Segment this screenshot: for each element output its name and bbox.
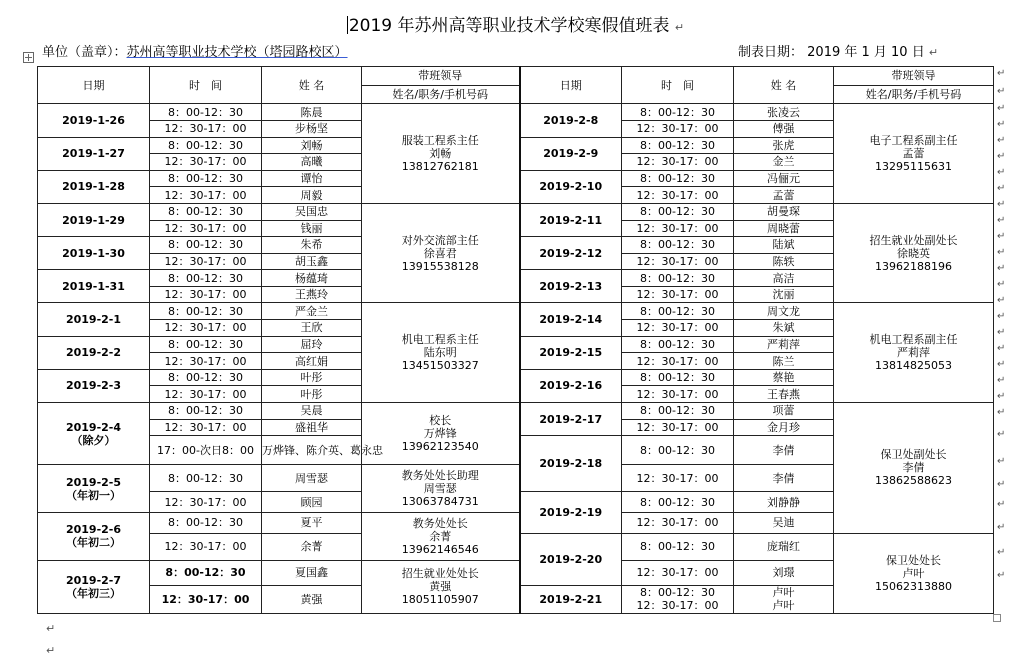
paragraph-mark: ↵	[997, 199, 1006, 210]
name-cell: 吴晨	[262, 403, 362, 420]
time-cell: 17：00-次日8：00	[150, 436, 262, 465]
name-cell	[734, 585, 834, 613]
time-cell: 8：00-12：30	[150, 303, 262, 320]
leader-title: 电子工程系副主任	[869, 134, 958, 148]
name-cell: 杨蕴琦	[262, 270, 362, 287]
leader-title: 机电工程系主任	[401, 333, 479, 347]
time-cell: 12：30-17：00	[150, 386, 262, 403]
time-cell: 12：30-17：00	[150, 187, 262, 204]
paragraph-mark: ↵	[997, 407, 1006, 418]
leader-cell	[362, 465, 520, 513]
leader-phone: 13063784731	[401, 495, 479, 509]
header-time: 时 间	[622, 67, 734, 104]
time-cell: 8：00-12：30	[622, 170, 734, 187]
time-cell: 12：30-17：00	[622, 513, 734, 534]
leader-cell	[834, 203, 994, 303]
date-text: 2019-2-20	[539, 552, 603, 566]
paragraph-mark: ↵	[997, 522, 1006, 533]
time-text: 8：00-12：30	[640, 586, 715, 600]
leader-cell	[834, 533, 994, 613]
name-cell: 吴迪	[734, 513, 834, 534]
paragraph-mark: ↵	[997, 183, 1006, 194]
date-text: 2019-2-15	[539, 346, 603, 360]
table-row	[38, 303, 994, 320]
date-text: 2019-2-11	[539, 213, 603, 227]
leader-title: 服装工程系主任	[401, 134, 479, 148]
time-cell: 12：30-17：00	[622, 286, 734, 303]
paragraph-mark: ↵	[997, 135, 1006, 146]
time-cell: 12：30-17：00	[150, 353, 262, 370]
header-name: 姓 名	[262, 67, 362, 104]
date-cell	[520, 203, 622, 236]
time-cell: 8：00-12：30	[150, 104, 262, 121]
time-cell: 12：30-17：00	[622, 353, 734, 370]
name-cell: 余菁	[262, 533, 362, 560]
leader-name: 严莉萍	[897, 346, 930, 360]
date-text: 2019-2-6	[65, 523, 122, 537]
date-cell	[520, 403, 622, 436]
time-cell: 8：00-12：30	[150, 137, 262, 154]
time-cell: 8：00-12：30	[150, 560, 262, 585]
date-text: 2019-2-9	[543, 147, 599, 161]
date-text: 2019-2-19	[539, 506, 603, 520]
name-cell: 王春燕	[734, 386, 834, 403]
date-cell	[38, 170, 150, 203]
leader-phone: 13812762181	[401, 160, 479, 174]
leader-name: 周雪瑟	[423, 482, 457, 496]
table-resize-handle-icon[interactable]	[993, 614, 1001, 622]
paragraph-mark: ↵	[997, 547, 1006, 558]
paragraph-mark: ↵	[997, 279, 1006, 290]
leader-phone: 13451503327	[401, 359, 479, 373]
date-line	[738, 44, 938, 62]
time-cell: 8：00-12：30	[150, 270, 262, 287]
name-cell: 周文龙	[734, 303, 834, 320]
paragraph-mark: ↵	[997, 479, 1006, 490]
paragraph-mark: ↵	[997, 68, 1006, 79]
time-cell: 8：00-12：30	[622, 336, 734, 353]
name-cell: 夏国鑫	[262, 560, 362, 585]
leader-title: 保卫处副处长	[880, 448, 947, 462]
date-text: 2019-2-17	[539, 412, 603, 426]
name-cell: 叶彤	[262, 369, 362, 386]
header-row	[38, 67, 994, 86]
time-cell: 12：30-17：00	[622, 465, 734, 492]
header-time: 时 间	[150, 67, 262, 104]
date-cell	[520, 585, 622, 613]
paragraph-mark: ↵	[997, 86, 1006, 97]
date-text: 2019-2-1	[65, 313, 122, 327]
leader-name: 徐晓英	[897, 246, 930, 260]
name-cell: 傅强	[734, 120, 834, 137]
leader-cell	[362, 203, 520, 303]
time-cell: 12：30-17：00	[150, 154, 262, 171]
name-cell: 金月珍	[734, 419, 834, 436]
time-cell: 12：30-17：00	[622, 220, 734, 237]
leader-cell	[362, 104, 520, 204]
date-cell	[38, 104, 150, 137]
time-cell: 12：30-17：00	[622, 154, 734, 171]
name-cell: 屈玲	[262, 336, 362, 353]
paragraph-mark: ↵	[997, 167, 1006, 178]
date-text: 2019-2-21	[539, 592, 603, 606]
time-cell: 8：00-12：30	[150, 513, 262, 534]
name-cell: 王燕玲	[262, 286, 362, 303]
name-cell: 黄强	[262, 585, 362, 613]
time-cell: 12：30-17：00	[150, 492, 262, 513]
date-text: 2019-2-10	[539, 180, 603, 194]
date-text: 2019-1-28	[62, 180, 125, 194]
time-cell: 8：00-12：30	[622, 492, 734, 513]
name-cell: 高曦	[262, 154, 362, 171]
time-cell: 12：30-17：00	[150, 320, 262, 337]
table-row	[38, 203, 994, 220]
paragraph-mark: ↵	[997, 343, 1006, 354]
leader-name: 李倩	[902, 461, 925, 475]
name-cell: 陈轶	[734, 253, 834, 270]
leader-name: 黄强	[429, 580, 452, 594]
paragraph-mark: ↵	[928, 46, 939, 59]
name-cell: 金兰	[734, 154, 834, 171]
name-cell: 严金兰	[262, 303, 362, 320]
date-text: 2019-2-5	[65, 475, 122, 489]
name-cell: 胡玉鑫	[262, 253, 362, 270]
name-cell: 王欣	[262, 320, 362, 337]
leader-phone: 13915538128	[401, 259, 479, 273]
date-text: 2019-2-7	[65, 573, 122, 587]
name-cell: 朱希	[262, 237, 362, 254]
time-cell: 8：00-12：30	[150, 336, 262, 353]
name-cell: 胡曼琛	[734, 203, 834, 220]
leader-title: 保卫处处长	[886, 553, 941, 567]
name-cell: 刘静静	[734, 492, 834, 513]
paragraph-mark: ↵	[997, 295, 1006, 306]
header-leader-sub: 姓名/职务/手机号码	[362, 85, 520, 104]
paragraph-mark: ↵	[997, 231, 1006, 242]
name-cell: 周毅	[262, 187, 362, 204]
name-cell: 冯俪元	[734, 170, 834, 187]
date-cell	[38, 465, 150, 513]
time-cell: 8：00-12：30	[622, 533, 734, 560]
leader-phone: 13814825053	[875, 359, 952, 373]
date-cell	[520, 270, 622, 303]
time-cell: 8：00-12：30	[622, 137, 734, 154]
date-text: 2019-2-16	[539, 379, 603, 393]
date-text: 2019-1-26	[62, 113, 125, 127]
name-cell: 张凌云	[734, 104, 834, 121]
name-cell: 叶彤	[262, 386, 362, 403]
time-cell: 8：00-12：30	[622, 436, 734, 465]
time-cell: 8：00-12：30	[622, 303, 734, 320]
paragraph-mark: ↵	[674, 21, 685, 34]
name-cell: 蔡艳	[734, 369, 834, 386]
date-text: 2019-2-4	[65, 420, 122, 434]
paragraph-mark: ↵	[997, 499, 1006, 510]
header-date: 日期	[520, 67, 622, 104]
paragraph-mark: ↵	[997, 311, 1006, 322]
date-cell	[520, 137, 622, 170]
leader-cell	[362, 560, 520, 613]
name-cell: 吴国忠	[262, 203, 362, 220]
name-cell: 谭怡	[262, 170, 362, 187]
name-cell: 陆斌	[734, 237, 834, 254]
leader-name: 余菁	[429, 529, 452, 543]
date-text: 2019-2-3	[65, 379, 122, 393]
header-leader-sub: 姓名/职务/手机号码	[834, 85, 994, 104]
leader-title: 对外交流部主任	[401, 233, 479, 247]
time-cell: 8：00-12：30	[150, 465, 262, 492]
paragraph-mark: ↵	[997, 375, 1006, 386]
name-cell: 顾园	[262, 492, 362, 513]
name-cell: 李倩	[734, 436, 834, 465]
name-cell: 万烨锋、陈介英、葛永忠	[262, 436, 362, 465]
name-cell: 夏平	[262, 513, 362, 534]
text-cursor	[347, 16, 348, 34]
time-cell: 12：30-17：00	[622, 419, 734, 436]
leader-name: 刘畅	[429, 147, 452, 161]
name-cell: 刘畅	[262, 137, 362, 154]
name-cell: 项蕾	[734, 403, 834, 420]
name-cell: 钱丽	[262, 220, 362, 237]
paragraph-mark: ↵	[997, 247, 1006, 258]
date-cell	[520, 369, 622, 402]
time-cell: 8：00-12：30	[622, 203, 734, 220]
paragraph-mark: ↵	[46, 622, 56, 635]
leader-title: 招生就业处处长	[401, 567, 479, 581]
date-text: 2019-1-27	[62, 147, 125, 161]
leader-name: 陆东明	[423, 346, 457, 360]
paragraph-mark: ↵	[997, 327, 1006, 338]
time-cell: 12：30-17：00	[150, 533, 262, 560]
paragraph-mark: ↵	[997, 391, 1006, 402]
time-text: 12：30-17：00	[636, 599, 719, 613]
name-cell: 盛祖华	[262, 419, 362, 436]
date-cell	[38, 560, 150, 613]
name-cell: 步杨坚	[262, 120, 362, 137]
date-cell	[520, 336, 622, 369]
time-cell: 12：30-17：00	[150, 286, 262, 303]
date-text: 2019-2-8	[543, 113, 599, 127]
date-cell	[520, 436, 622, 492]
leader-cell	[834, 104, 994, 204]
leader-name: 卢叶	[902, 566, 925, 580]
date-text: 2019-2-13	[539, 279, 603, 293]
date-text: 2019-2-18	[539, 457, 603, 471]
time-cell: 8：00-12：30	[622, 403, 734, 420]
date-text: 2019-2-12	[539, 246, 603, 260]
name-cell: 周雪瑟	[262, 465, 362, 492]
time-cell: 12：30-17：00	[622, 386, 734, 403]
date-cell	[38, 270, 150, 303]
leader-title: 教务处处长助理	[401, 469, 479, 483]
time-cell: 8：00-12：30	[150, 203, 262, 220]
time-cell: 12：30-17：00	[150, 220, 262, 237]
time-cell: 8：00-12：30	[622, 270, 734, 287]
leader-cell	[362, 303, 520, 403]
date-cell	[38, 369, 150, 402]
leader-title: 招生就业处副处长	[869, 233, 958, 247]
leader-name: 孟蕾	[902, 147, 925, 161]
name-cell: 刘璟	[734, 560, 834, 585]
time-cell: 12：30-17：00	[150, 120, 262, 137]
leader-cell	[834, 403, 994, 534]
time-cell: 8：00-12：30	[150, 369, 262, 386]
unit-value: 苏州高等职业技术学校（塔园路校区）	[126, 45, 348, 60]
leader-cell	[834, 303, 994, 403]
table-move-handle-icon[interactable]	[23, 52, 34, 63]
name-cell: 张虎	[734, 137, 834, 154]
date-text: 2019-2-2	[65, 346, 122, 360]
leader-title: 教务处处长	[412, 516, 468, 530]
leader-phone: 13962146546	[401, 542, 479, 556]
date-cell	[38, 513, 150, 561]
leader-title: 校长	[429, 414, 452, 428]
document-title	[0, 14, 1031, 40]
time-cell: 8：00-12：30	[622, 237, 734, 254]
time-cell: 8：00-12：30	[150, 170, 262, 187]
date-note: （年初二）	[66, 536, 121, 550]
date-cell	[38, 203, 150, 236]
paragraph-mark: ↵	[997, 103, 1006, 114]
time-cell: 12：30-17：00	[150, 585, 262, 613]
time-cell: 12：30-17：00	[150, 253, 262, 270]
leader-phone: 15062313880	[875, 579, 952, 593]
date-cell	[38, 237, 150, 270]
header-date: 日期	[38, 67, 150, 104]
leader-phone: 13295115631	[875, 160, 952, 174]
paragraph-mark: ↵	[997, 359, 1006, 370]
leader-cell	[362, 403, 520, 465]
name-cell: 高洁	[734, 270, 834, 287]
time-cell: 8：00-12：30	[150, 237, 262, 254]
paragraph-mark: ↵	[997, 570, 1006, 581]
unit-line	[42, 44, 348, 62]
leader-phone: 13862588623	[875, 474, 952, 488]
table-row	[38, 403, 994, 420]
leader-phone: 13962188196	[875, 259, 952, 273]
date-note: （年初三）	[66, 586, 121, 600]
date-label: 制表日期：	[738, 45, 804, 60]
name-cell: 陈兰	[734, 353, 834, 370]
date-note: （年初一）	[66, 488, 121, 502]
time-cell: 12：30-17：00	[622, 187, 734, 204]
date-cell	[38, 336, 150, 369]
name-cell: 高红娟	[262, 353, 362, 370]
date-cell	[38, 403, 150, 465]
name-text: 卢叶	[772, 586, 795, 600]
leader-title: 机电工程系副主任	[869, 333, 958, 347]
paragraph-mark: ↵	[997, 119, 1006, 130]
leader-phone: 13962123540	[401, 440, 479, 454]
date-cell	[520, 492, 622, 534]
paragraph-mark: ↵	[997, 263, 1006, 274]
date-text: 2019-1-30	[62, 246, 125, 260]
date-cell	[520, 533, 622, 585]
paragraph-mark: ↵	[46, 644, 56, 657]
date-text: 2019-2-14	[539, 313, 603, 327]
name-cell: 陈晨	[262, 104, 362, 121]
time-cell: 8：00-12：30	[622, 369, 734, 386]
name-cell: 周晓蕾	[734, 220, 834, 237]
date-cell	[38, 137, 150, 170]
date-text: 2019-1-31	[62, 279, 125, 293]
table-body	[38, 67, 994, 614]
name-cell: 庞瑞红	[734, 533, 834, 560]
header-leader: 带班领导	[362, 67, 520, 86]
time-cell: 12：30-17：00	[622, 253, 734, 270]
name-text: 卢叶	[772, 599, 795, 613]
header-leader: 带班领导	[834, 67, 994, 86]
time-cell: 8：00-12：30	[622, 104, 734, 121]
time-cell: 8：00-12：30	[150, 403, 262, 420]
paragraph-mark: ↵	[997, 215, 1006, 226]
leader-phone: 18051105907	[401, 593, 479, 607]
time-cell: 12：30-17：00	[622, 320, 734, 337]
table-row	[38, 104, 994, 121]
name-cell: 孟蕾	[734, 187, 834, 204]
header-name: 姓 名	[734, 67, 834, 104]
paragraph-mark: ↵	[997, 456, 1006, 467]
time-cell: 12：30-17：00	[150, 419, 262, 436]
time-cell: 12：30-17：00	[622, 120, 734, 137]
date-value: 2019 年 1 月 10 日	[807, 45, 925, 60]
name-cell: 严莉萍	[734, 336, 834, 353]
time-cell: 12：30-17：00	[622, 560, 734, 585]
paragraph-mark: ↵	[997, 151, 1006, 162]
name-cell: 李倩	[734, 465, 834, 492]
leader-name: 徐喜君	[423, 246, 457, 260]
time-cell	[622, 585, 734, 613]
date-cell	[520, 104, 622, 137]
date-text: 2019-1-29	[62, 213, 125, 227]
date-cell	[520, 237, 622, 270]
paragraph-mark: ↵	[997, 429, 1006, 440]
duty-roster-table	[37, 66, 994, 614]
unit-label: 单位（盖章）：	[42, 45, 127, 60]
title-text: 2019 年苏州高等职业技术学校寒假值班表	[348, 16, 670, 36]
leader-cell	[362, 513, 520, 561]
date-cell	[38, 303, 150, 336]
date-cell	[520, 170, 622, 203]
date-cell	[520, 303, 622, 336]
name-cell: 朱斌	[734, 320, 834, 337]
leader-name: 万烨锋	[423, 427, 457, 441]
name-cell: 沈丽	[734, 286, 834, 303]
date-note: （除夕）	[71, 433, 116, 447]
